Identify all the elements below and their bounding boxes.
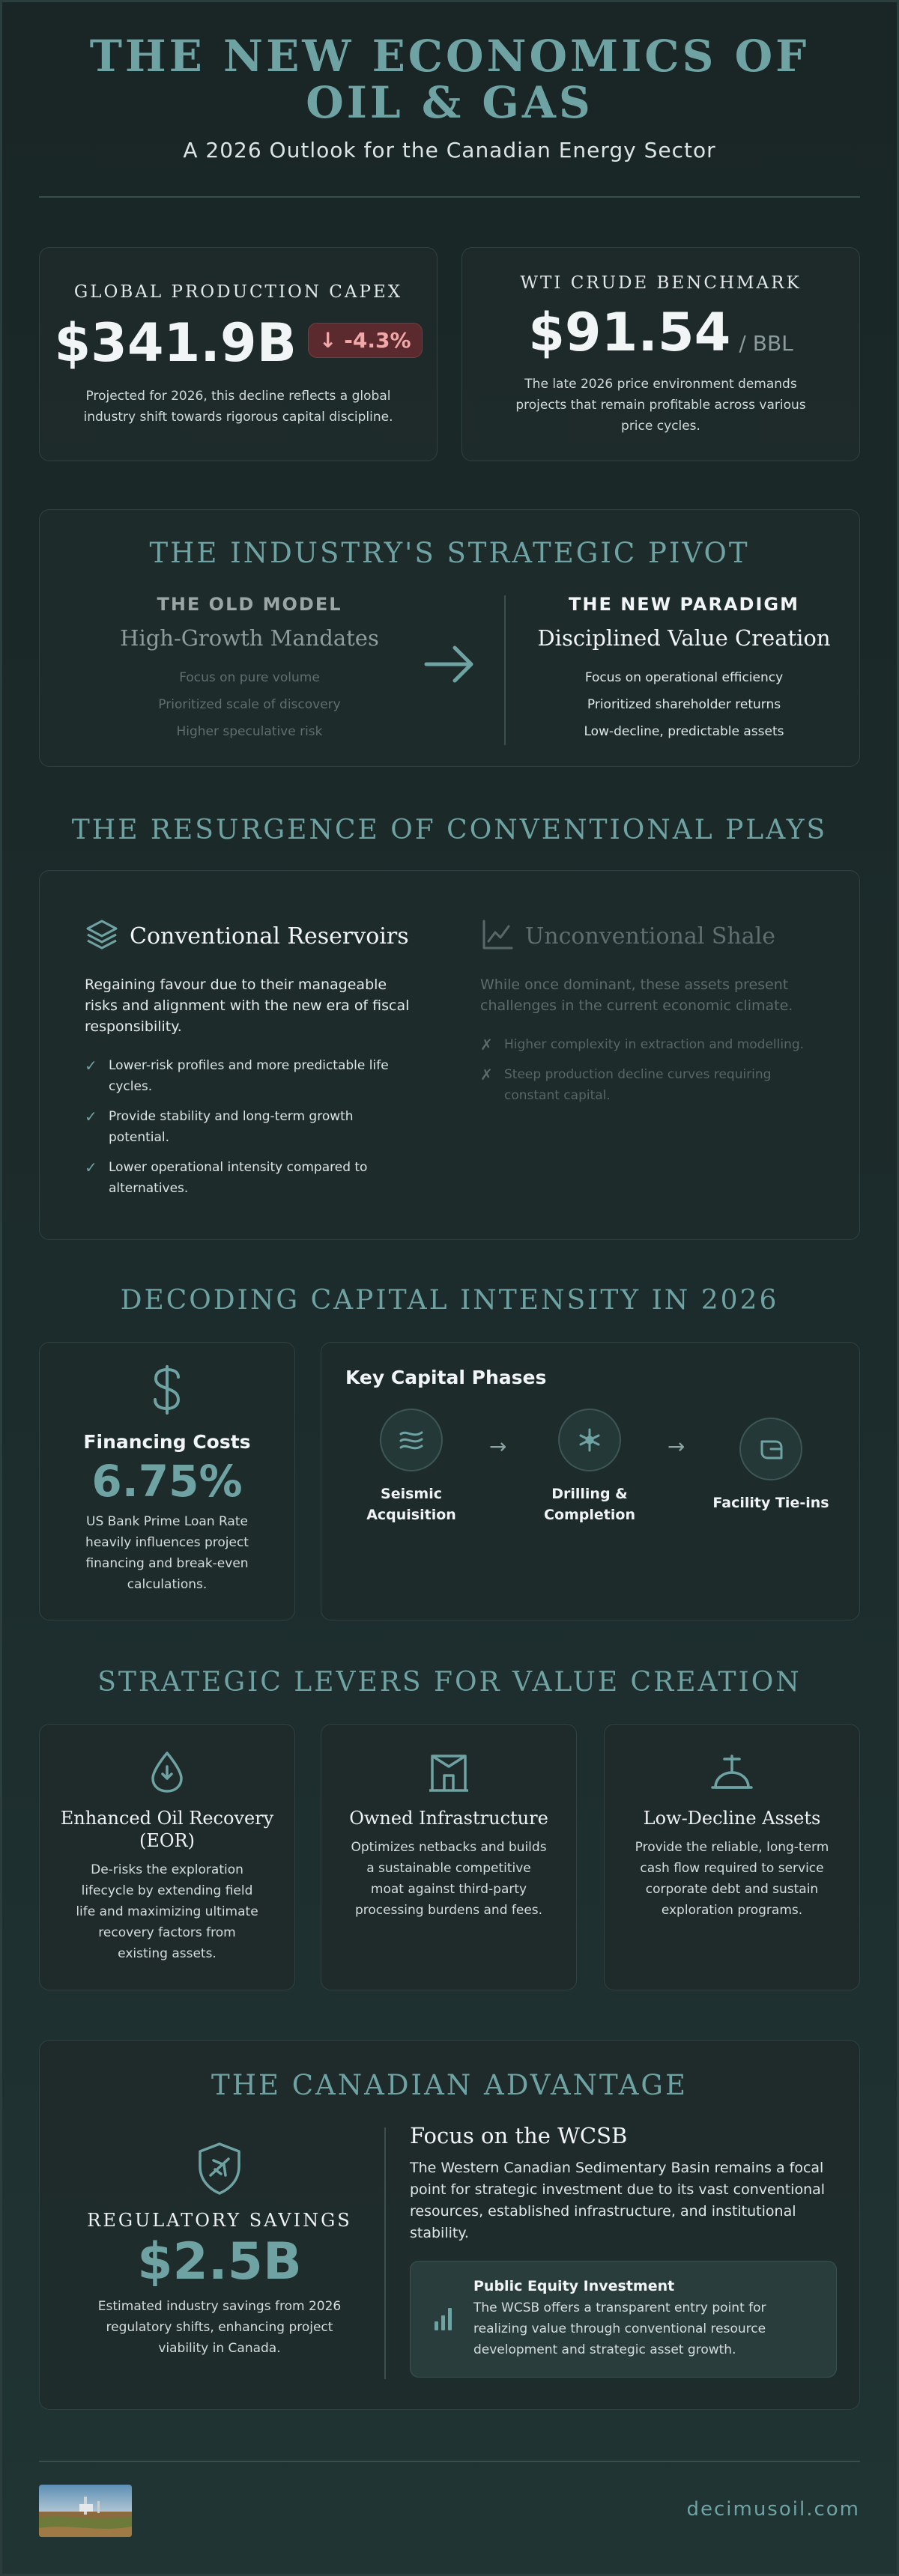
wti-unit: / BBL [739, 331, 793, 356]
levers-title: STRATEGIC LEVERS FOR VALUE CREATION [97, 1667, 802, 1698]
savings-label: REGULATORY SAVINGS [87, 2210, 352, 2231]
wti-card [461, 247, 860, 461]
wti-value-row [462, 302, 859, 363]
pivot-card [39, 509, 860, 767]
phase-facility [703, 1418, 838, 1513]
capex-card [39, 247, 438, 461]
equity-description: The WCSB offers a transparent entry point for realizing value through conventional resource development and strategic asset growth. [473, 2300, 766, 2357]
conventional-title: Conventional Reservoirs [130, 923, 409, 950]
pumpjack-icon [605, 1750, 859, 1796]
check-icon: ✓ [85, 1108, 97, 1126]
savings-column [70, 2141, 369, 2359]
conventional-description: Regaining favour due to their manageable risks and alignment with the new era of fiscal responsibility. [85, 976, 410, 1035]
footer-divider [39, 2461, 860, 2462]
financing-description: US Bank Prime Loan Rate heavily influences project financing and break-even calculations. [85, 1514, 249, 1592]
unconventional-description: While once dominant, these assets present challenges in the current economic climate. [480, 976, 793, 1014]
wcsb-description: The Western Canadian Sedimentary Basin remains a focal point for strategic investment due to its vast conventional resources, established infrastructure, and institutional stability. [410, 2160, 826, 2241]
list-item: ✓ Lower operational intensity compared to alternatives. [85, 1158, 368, 1196]
capex-change-badge [308, 323, 423, 358]
financing-value: 6.75% [91, 1456, 243, 1507]
lever-description: De-risks the exploration lifecycle by extending field life and maximizing ultimate recovery factors from existing assets. [76, 1862, 258, 1961]
resurgence-card [39, 870, 860, 1240]
canada-divider [384, 2127, 386, 2379]
new-paradigm-item: Low-decline, predictable assets [584, 724, 784, 739]
arrow-down-icon: ↓ [319, 328, 337, 353]
phase-label: Seismic Acquisition [366, 1486, 456, 1523]
old-model-item: Prioritized scale of discovery [158, 697, 341, 712]
old-model-heading: THE OLD MODEL [157, 594, 342, 615]
capex-description: Projected for 2026, this decline reflects a global industry shift towards rigorous capital discipline. [83, 389, 393, 425]
shield-plane-icon [70, 2141, 369, 2199]
waves-icon [380, 1409, 443, 1471]
resurgence-title: THE RESURGENCE OF CONVENTIONAL PLAYS [71, 815, 828, 845]
arrow-right-icon: → [489, 1434, 507, 1459]
list-item: ✓ Lower-risk profiles and more predictable life cycles. [85, 1057, 389, 1094]
new-paradigm [519, 594, 849, 745]
line-chart-icon [480, 917, 515, 955]
capex-change: -4.3% [344, 328, 411, 353]
lever-description: Provide the reliable, long-term cash flow required to service corporate debt and sustain exploration programs. [635, 1840, 829, 1918]
footer-link[interactable]: decimusoil.com [686, 2498, 860, 2521]
old-model-item: Focus on pure volume [179, 670, 320, 685]
capex-label: GLOBAL PRODUCTION CAPEX [73, 282, 403, 302]
new-paradigm-list [519, 664, 849, 745]
wti-description: The late 2026 price environment demands projects that remain profitable across various price cycles. [515, 377, 806, 434]
list-item: ✗ Higher complexity in extraction and modelling. [480, 1036, 805, 1054]
dollar-icon [40, 1364, 294, 1419]
x-icon: ✗ [480, 1066, 493, 1084]
oil-drop-icon [40, 1750, 294, 1796]
new-paradigm-item: Focus on operational efficiency [584, 670, 784, 685]
old-model-subheading: High-Growth Mandates [120, 625, 379, 651]
list-item: ✗ Steep production decline curves requiring constant capital. [480, 1066, 772, 1103]
new-paradigm-subheading: Disciplined Value Creation [537, 625, 831, 651]
conventional-column [85, 917, 414, 1208]
lever-title: Enhanced Oil Recovery (EOR) [60, 1808, 274, 1851]
phases-card [321, 1342, 860, 1620]
phase-label: Drilling & Completion [544, 1486, 635, 1523]
title-line-2: OIL & GAS [306, 77, 593, 128]
pipe-icon [739, 1418, 802, 1480]
check-icon: ✓ [85, 1158, 97, 1176]
lever-card-eor [39, 1724, 295, 1990]
new-paradigm-heading: THE NEW PARADIGM [569, 594, 799, 615]
conventional-header [85, 917, 414, 955]
unconventional-column [480, 917, 817, 1115]
phase-label: Facility Tie-ins [712, 1495, 829, 1511]
savings-description: Estimated industry savings from 2026 regulatory shifts, enhancing project viability in Canada. [97, 2299, 342, 2356]
equity-box [410, 2261, 837, 2378]
capex-value-row [40, 312, 437, 374]
capex-value: $341.9B [54, 312, 297, 374]
x-icon: ✗ [480, 1036, 493, 1054]
new-paradigm-item: Prioritized shareholder returns [587, 697, 781, 712]
arrow-right-icon: → [668, 1434, 685, 1459]
old-model-item: Higher speculative risk [176, 724, 323, 739]
page-title [0, 33, 899, 126]
building-icon [321, 1750, 576, 1796]
wti-value: $91.54 [528, 302, 731, 363]
phases-title: Key Capital Phases [345, 1367, 547, 1388]
lever-card-low-decline [604, 1724, 860, 1990]
old-model-list [85, 664, 414, 745]
savings-value: $2.5B [137, 2232, 302, 2291]
lever-title: Owned Infrastructure [349, 1808, 548, 1829]
layers-icon [85, 917, 119, 955]
lever-card-infrastructure [321, 1724, 577, 1990]
wcsb-title: Focus on the WCSB [410, 2123, 628, 2148]
wcsb-column [410, 2123, 837, 2378]
bar-chart-icon [433, 2305, 454, 2335]
header-divider [39, 196, 860, 198]
financing-card [39, 1342, 295, 1620]
wti-label: WTI CRUDE BENCHMARK [520, 273, 802, 293]
pivot-title: THE INDUSTRY'S STRATEGIC PIVOT [149, 537, 750, 569]
unconventional-header [480, 917, 817, 955]
list-item: ✓ Provide stability and long-term growth potential. [85, 1108, 354, 1145]
phase-seismic [351, 1409, 471, 1525]
unconventional-title: Unconventional Shale [525, 923, 775, 950]
title-line-1: THE NEW ECONOMICS OF [89, 31, 810, 82]
phase-drilling [530, 1409, 650, 1525]
canada-card [39, 2040, 860, 2410]
check-icon: ✓ [85, 1057, 97, 1075]
drill-icon [558, 1409, 621, 1471]
lever-description: Optimizes netbacks and builds a sustainable competitive moat against third-party processing burdens and fees. [351, 1840, 547, 1918]
page-subtitle: A 2026 Outlook for the Canadian Energy Sector [183, 138, 716, 162]
equity-title: Public Equity Investment [473, 2278, 675, 2294]
pivot-divider [504, 595, 506, 745]
arrow-right-icon [422, 642, 479, 690]
capital-title: DECODING CAPITAL INTENSITY IN 2026 [120, 1285, 779, 1316]
conventional-points [85, 1055, 414, 1199]
lever-title: Low-Decline Assets [643, 1808, 821, 1829]
oil-field-thumbnail [39, 2485, 132, 2537]
financing-label: Financing Costs [83, 1431, 251, 1453]
canada-title: THE CANADIAN ADVANTAGE [211, 2069, 688, 2101]
old-model [85, 594, 414, 745]
unconventional-points [480, 1034, 817, 1106]
